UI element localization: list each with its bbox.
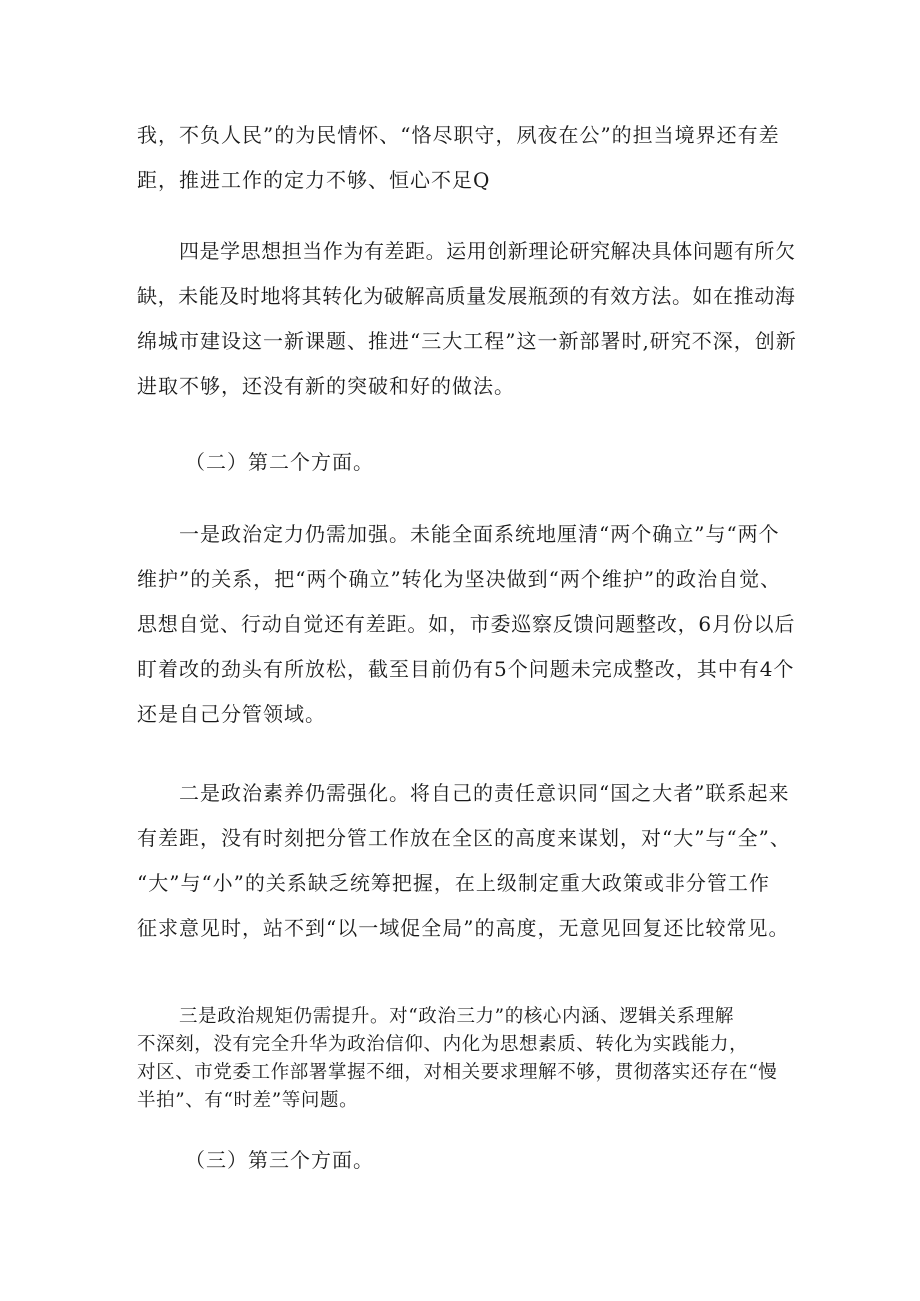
text-line: 进取不够，还没有新的突破和好的做法。 [137,374,515,398]
text-line: 还是自己分管领域。 [137,702,326,726]
text-line: 四是学思想担当作为有差距。运用创新理论研究解决具体问题有所欠 [179,239,796,263]
text-line: 绵城市建设这一新课题、推进“三大工程”这一新部署时,研究不深，创新 [137,329,797,353]
heading-text: （三）第三个方面。 [185,1148,374,1172]
paragraph-political-focus [137,512,797,737]
section-heading-two [137,440,797,485]
text-line: 不深刻，没有完全升华为政治信仰、内化为思想素质、转化为实践能力， [137,1034,749,1055]
text-line: 对区、市党委工作部署掌握不细，对相关要求理解不够，贯彻落实还存在“慢 [137,1062,778,1083]
paragraph-political-rules [137,1003,797,1115]
text-line: 盯着改的劲头有所放松，截至目前仍有5个问题未完成整改，其中有4个 [137,657,795,681]
text-line: 缺，未能及时地将其转化为破解高质量发展瓶颈的有效方法。如在推动海 [137,284,796,308]
text-line: 维护”的关系，把“两个确立”转化为坚决做到“两个维护”的政治自觉、 [137,567,782,591]
section-heading-three [137,1138,797,1183]
text-line: 一是政治定力仍需加强。未能全面系统地厘清“两个确立”与“两个 [179,522,780,546]
text-line: 二是政治素养仍需强化。将自己的责任意识同“国之大者”联系起来 [179,781,790,805]
text-line: “大”与“小”的关系缺乏统筹把握，在上级制定重大政策或非分管工作 [137,871,770,895]
text-line: 半拍”、有“时差”等问题。 [137,1090,359,1111]
text-line: 我，不负人民”的为民情怀、“恪尽职守，夙夜在公”的担当境界还有差 [137,123,780,147]
paragraph-continuation [137,113,797,203]
heading-text: （二）第二个方面。 [185,450,374,474]
text-line: 有差距，没有时刻把分管工作放在全区的高度来谋划，对“大”与“全”、 [137,826,791,850]
paragraph-political-literacy [137,771,797,951]
text-line: 征求意见时，站不到“以一域促全局”的高度，无意见回复还比较常见。 [137,916,790,940]
text-line: 三是政治规矩仍需提升。对“政治三力”的核心内涵、逻辑关系理解 [179,1006,734,1027]
paragraph-point-four [137,229,797,409]
text-line: 思想自觉、行动自觉还有差距。如，市委巡察反馈问题整改，6月份以后 [137,612,796,636]
text-line: 距，推进工作的定力不够、恒心不足Q [137,168,491,192]
